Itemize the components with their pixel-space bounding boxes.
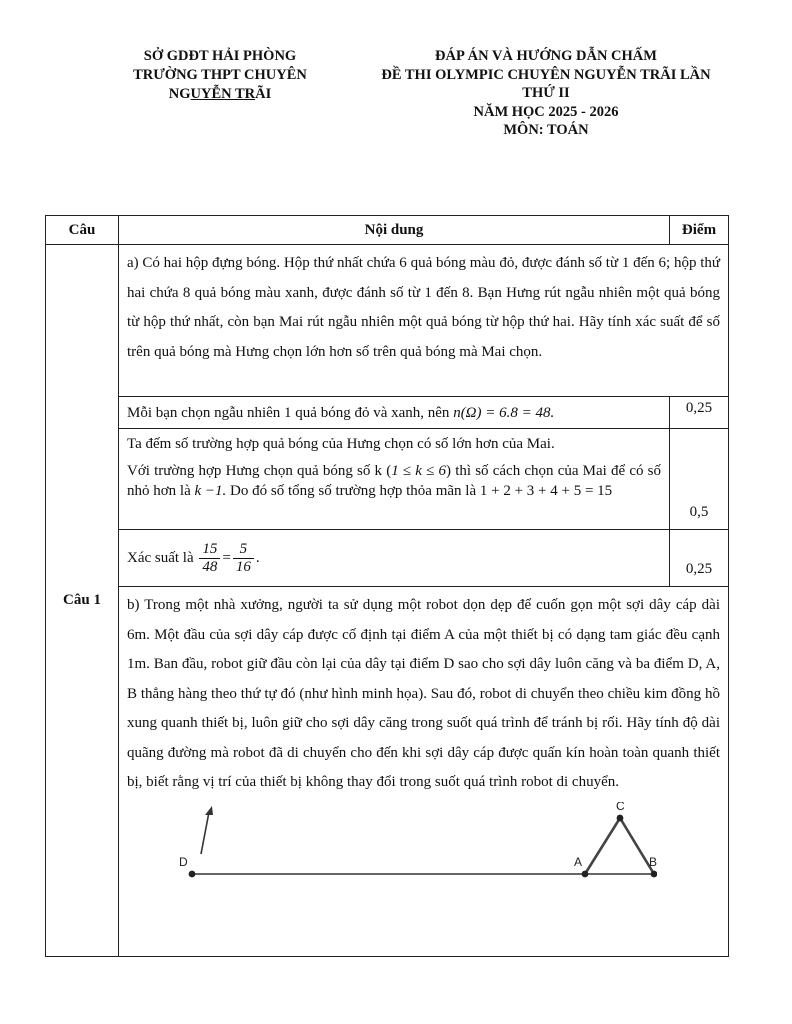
label-A: A [574, 854, 583, 869]
exam-header [350, 47, 742, 140]
school-name-line2: NGUYỄN TRÃI [168, 86, 272, 102]
school-year: NĂM HỌC 2025 - 2026 [473, 103, 619, 120]
step2-line1: Ta đếm số trường hợp quả bóng của Hưng chọn có số lớn hơn của Mai. [127, 436, 555, 452]
part-a-step2-row [46, 429, 729, 530]
header-cau: Câu [46, 216, 119, 245]
department-name: SỞ GDĐT HẢI PHÒNG [143, 48, 297, 64]
part-a-step3: Xác suất là $\frac{15}{48}$ = $\frac{5}{16}$ . [119, 530, 670, 587]
part-a-step1-row [46, 397, 729, 429]
exam-round: THỨ II [522, 85, 570, 101]
part-a-step1-points: 0,25 [670, 397, 729, 429]
label-C: C [616, 801, 625, 813]
question-label: Câu 1 [46, 245, 119, 957]
part-a-problem-row [46, 245, 729, 397]
robot-cable-figure [127, 802, 657, 892]
grading-table [45, 215, 729, 957]
point-A [582, 870, 589, 877]
direction-arrow [201, 812, 209, 854]
part-a-step1: Mỗi bạn chọn ngẫu nhiên 1 quả bóng đỏ và xanh, nên n(Ω) = 6.8 = 48. [119, 397, 670, 429]
school-name-line1: TRƯỜNG THPT CHUYÊN [133, 67, 307, 83]
part-a-step2-points: 0,5 [670, 429, 729, 530]
point-D [189, 870, 196, 877]
part-b-row [46, 587, 729, 957]
part-a-step2 [119, 429, 670, 530]
fraction-5-16: $\frac{5}{16}$ [233, 541, 254, 576]
school-header [100, 47, 340, 104]
header-content: Nội dung [119, 216, 670, 245]
exam-title: ĐÁP ÁN VÀ HƯỚNG DẪN CHẤM [435, 48, 657, 64]
exam-name: ĐỀ THI OLYMPIC CHUYÊN NGUYỄN TRÃI LẦN [381, 66, 711, 83]
header-points: Điểm [670, 216, 729, 245]
part-a-step3-row [46, 530, 729, 587]
table-header-row [46, 216, 729, 245]
part-a-step3-points: 0,25 [670, 530, 729, 587]
triangle-device [585, 818, 654, 874]
label-B: B [649, 854, 657, 869]
part-b-problem-cell [119, 587, 729, 957]
part-b-problem: b) Trong một nhà xưởng, người ta sử dụng một robot dọn dẹp để cuốn gọn một sợi dây cáp dài 6m. Một đầu của sợi dây cáp được cố định tại điểm A của một thiết bị có dạng tam giác đều cạnh 1m. Ban đầu, robot giữ đầu còn lại của dây tại điểm D sao cho sợi dây luôn căng và ba điểm D, A, B thẳng hàng theo thứ tự đó (như hình minh họa). Sau đó, robot di chuyển theo chiều kim đồng hồ xung quanh thiết bị, luôn giữ cho sợi dây căng trong suốt quá trình để tránh bị rối. Hãy tính độ dài quãng đường mà robot đã di chuyển cho đến khi sợi dây cáp được quấn kín hoàn toàn quanh thiết bị, biết rằng vị trí của thiết bị không thay đổi trong suốt quá trình robot di chuyển. [127, 597, 720, 790]
point-C [617, 814, 624, 821]
fraction-15-48: $\frac{15}{48}$ [199, 541, 220, 576]
step2-body: Với trường hợp Hưng chọn quả bóng số k (1 ≤ k ≤ 6) thì số cách chọn của Mai để có số nhỏ hơn là k −1. Do đó số tổng số trường hợp thỏa mãn là 1 + 2 + 3 + 4 + 5 = 15 [127, 463, 662, 499]
arrow-head [205, 806, 213, 815]
subject: MÔN: TOÁN [503, 122, 589, 138]
part-a-problem: a) Có hai hộp đựng bóng. Hộp thứ nhất chứa 6 quả bóng màu đỏ, được đánh số từ 1 đến 6; hộp thứ hai chứa 8 quả bóng màu xanh, được đánh số từ 1 đến 8. Bạn Hưng rút ngẫu nhiên một quả bóng từ hộp thứ nhất, còn bạn Mai rút ngẫu nhiên một quả bóng từ hộp thứ hai. Hãy tính xác suất để số trên quả bóng mà Hưng chọn lớn hơn số trên quả bóng mà Mai chọn. [119, 245, 729, 397]
label-D: D [179, 854, 188, 869]
